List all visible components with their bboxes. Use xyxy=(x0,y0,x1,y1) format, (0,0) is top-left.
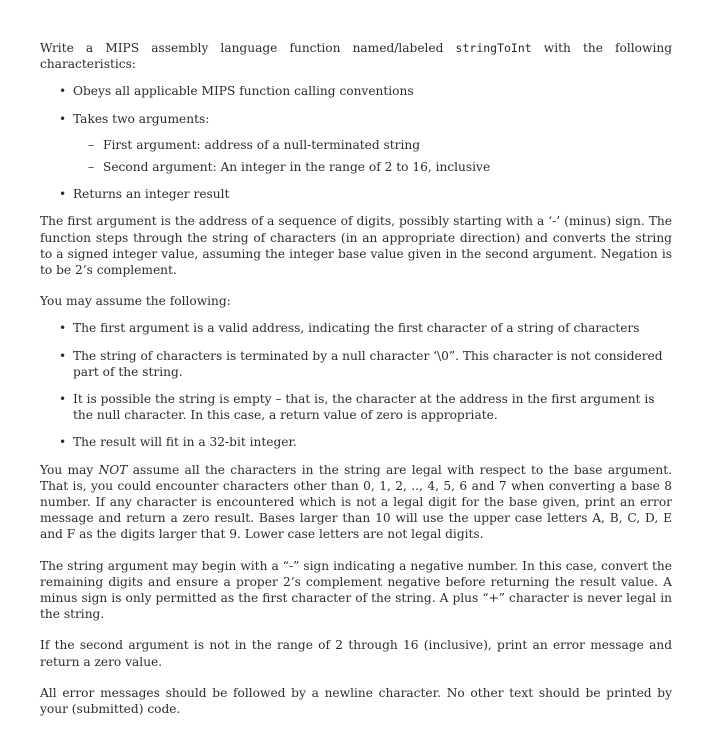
intro-text-before: Write a MIPS assembly language function named/labeled xyxy=(40,41,456,55)
list-item-label: Takes two arguments: xyxy=(73,111,210,126)
sublist-item: – First argument: address of a null-terminated string xyxy=(73,137,672,153)
intro-text-after: with the following characteristics: xyxy=(40,41,672,72)
list-item: • It is possible the string is empty – that is, the character at the address in the first argument is the null character. In this case, a return value of zero is appropriate. xyxy=(40,391,672,423)
assignment-document xyxy=(40,40,672,717)
intro-paragraph xyxy=(40,40,672,72)
arguments-sublist xyxy=(73,137,672,175)
minus-sign-paragraph: The string argument may begin with a “-” sign indicating a negative number. In this case, convert the remaining digits and ensure a proper 2’s complement negative before returning the result value. A minus sign is only permitted as the first character of the string. A plus “+” character is never legal in the string. xyxy=(40,558,672,622)
base-range-paragraph: If the second argument is not in the range of 2 through 16 (inclusive), print an error message and return a zero value. xyxy=(40,638,672,669)
not-assume-after: assume all the characters in the string are legal with respect to the base argument. That is, you could encounter characters other than 0, 1, 2, .., 4, 5, 6 and 7 when converting a base 8 number. If any character is encountered which is not a legal digit for the base given, print an error message and return a zero result. Bases larger than 10 will use the upper case letters A, B, C, D, E and F as the digits larger that 9. Lower case letters are not legal digits. xyxy=(40,462,672,542)
list-item: • Returns an integer result xyxy=(40,186,672,202)
characteristics-list xyxy=(40,83,672,202)
not-assume-paragraph xyxy=(40,462,672,543)
assume-heading: You may assume the following: xyxy=(40,294,231,309)
list-item: • The result will fit in a 32-bit integer. xyxy=(40,434,672,450)
list-item xyxy=(40,111,672,176)
list-item: • The string of characters is terminated by a null character ‘\0”. This character is not considered part of the string. xyxy=(40,348,672,380)
not-emphasis: NOT xyxy=(98,462,128,477)
description-paragraph: The first argument is the address of a sequence of digits, possibly starting with a ‘-’ (minus) sign. The function steps through the string of characters (in an appropriate direction) and converts the string to a signed integer value, assuming the integer base value given in the second argument. Negation is to be 2’s complement. xyxy=(40,214,672,278)
not-assume-before: You may xyxy=(40,462,99,477)
sublist-item: – Second argument: An integer in the range of 2 to 16, inclusive xyxy=(73,159,672,175)
assumptions-list xyxy=(40,320,672,450)
error-messages-paragraph: All error messages should be followed by a newline character. No other text should be printed by your (submitted) code. xyxy=(40,685,672,717)
function-name-code: stringToInt xyxy=(455,41,532,55)
list-item: • The first argument is a valid address, indicating the first character of a string of characters xyxy=(40,320,672,336)
list-item: • Obeys all applicable MIPS function calling conventions xyxy=(40,83,672,99)
